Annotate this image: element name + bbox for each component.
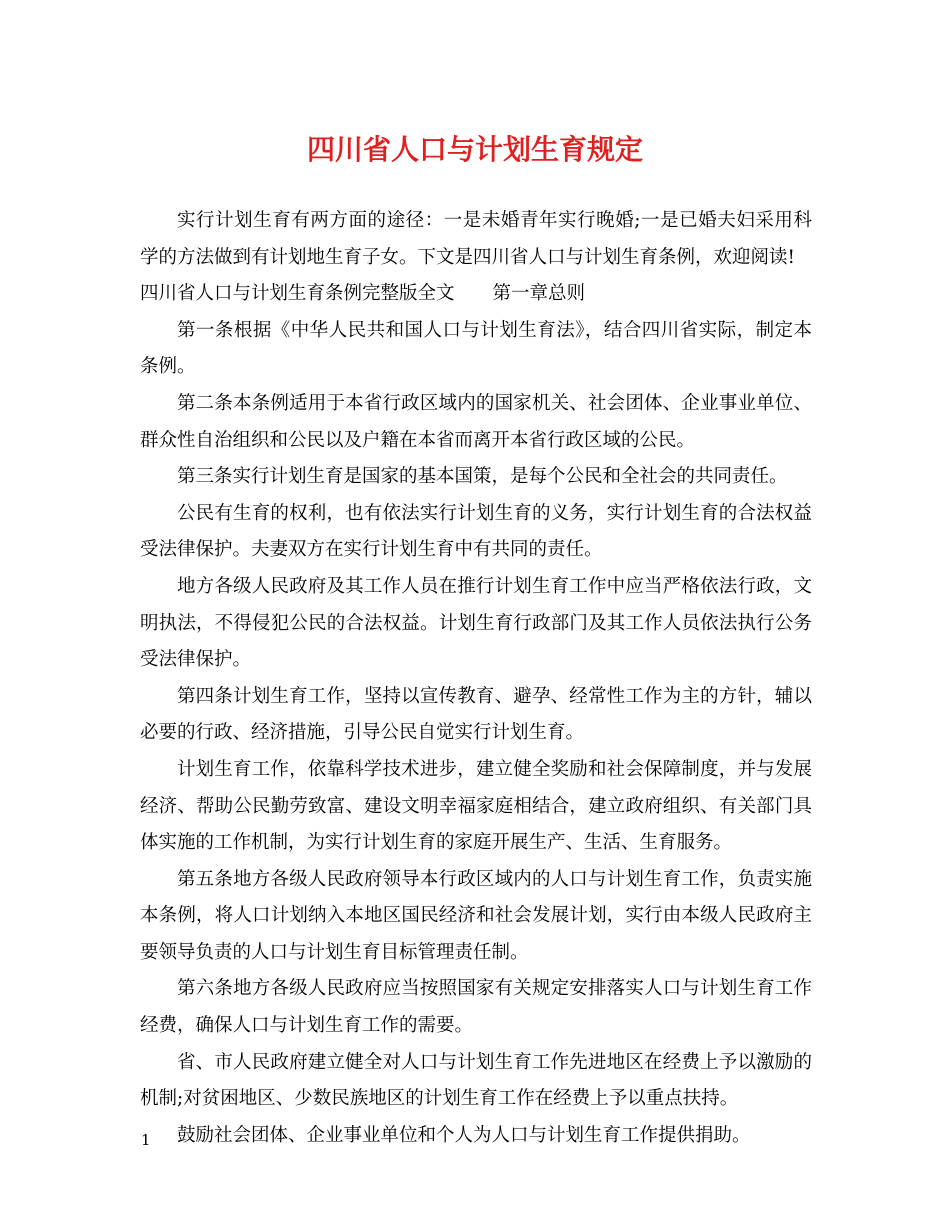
chapter-heading: 第一章总则 <box>492 283 586 305</box>
paragraph: 地方各级人民政府及其工作人员在推行计划生育工作中应当严格依法行政，文明执法，不得侵犯公民的合法权益。计划生育行政部门及其工作人员依法执行公务受法律保护。 <box>140 575 812 671</box>
paragraph-text: 四川省人口与计划生育条例完整版全文 <box>140 283 455 305</box>
paragraph: 第三条实行计划生育是国家的基本国策，是每个公民和全社会的共同责任。 <box>177 466 788 488</box>
paragraph: 鼓励社会团体、企业事业单位和个人为人口与计划生育工作提供捐助。 <box>177 1124 751 1146</box>
paragraph: 公民有生育的权利，也有依法实行计划生育的义务，实行计划生育的合法权益受法律保护。夫妻双方在实行计划生育中有共同的责任。 <box>140 502 812 561</box>
paragraph: 第一条根据《中华人民共和国人口与计划生育法》，结合四川省实际，制定本条例。 <box>140 319 812 378</box>
paragraph: 第五条地方各级人民政府领导本行政区域内的人口与计划生育工作，负责实施本条例，将人口计划纳入本地区国民经济和社会发展计划，实行由本级人民政府主要领导负责的人口与计划生育目标管理责任制。 <box>140 868 812 963</box>
paragraph: 第四条计划生育工作，坚持以宣传教育、避孕、经常性工作为主的方针，辅以必要的行政、经济措施，引导公民自觉实行计划生育。 <box>140 685 812 744</box>
document-title: 四川省人口与计划生育规定 <box>306 133 643 166</box>
paragraph: 计划生育工作，依靠科学技术进步，建立健全奖励和社会保障制度，并与发展经济、帮助公民勤劳致富、建设文明幸福家庭相结合，建立政府组织、有关部门具体实施的工作机制，为实行计划生育的家庭开展生产、生活、生育服务。 <box>140 758 812 854</box>
paragraph: 第六条地方各级人民政府应当按照国家有关规定安排落实人口与计划生育工作经费，确保人口与计划生育工作的需要。 <box>140 978 812 1037</box>
paragraph: 第二条本条例适用于本省行政区域内的国家机关、社会团体、企业事业单位、群众性自治组织和公民以及户籍在本省而离开本省行政区域的公民。 <box>140 392 812 451</box>
paragraph <box>140 276 812 313</box>
page-number: 1 <box>141 1131 151 1149</box>
paragraph: 实行计划生育有两方面的途径：一是未婚青年实行晚婚;一是已婚夫妇采用科学的方法做到有计划地生育子女。下文是四川省人口与计划生育条例，欢迎阅读! <box>140 210 812 268</box>
document-body <box>140 203 812 1154</box>
paragraph: 省、市人民政府建立健全对人口与计划生育工作先进地区在经费上予以激励的机制;对贫困地区、少数民族地区的计划生育工作在经费上予以重点扶持。 <box>140 1051 812 1110</box>
